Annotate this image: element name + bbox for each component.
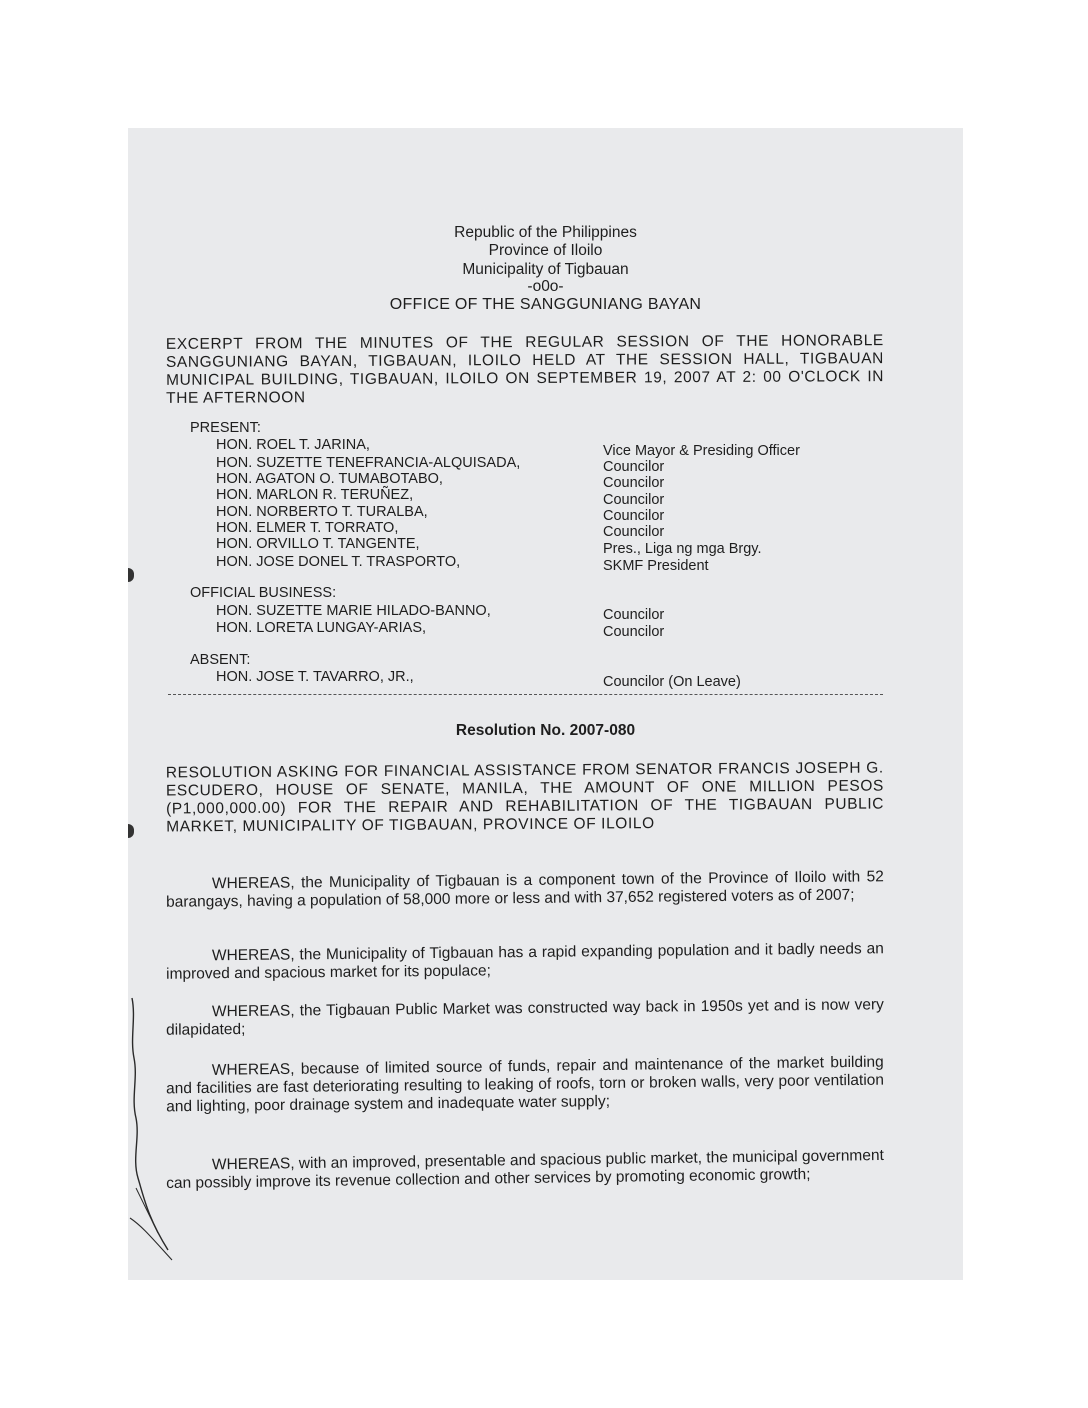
- whereas-clause: [166, 940, 884, 984]
- attendee-role: Councilor: [603, 492, 665, 508]
- header-municipality: Municipality of Tigbauan: [462, 261, 629, 278]
- attendee-name: HON. SUZETTE TENEFRANCIA-ALQUISADA,: [216, 455, 521, 471]
- official-business-name: HON. SUZETTE MARIE HILADO-BANNO,: [216, 603, 491, 619]
- punch-hole: [128, 568, 134, 582]
- whereas-text: WHEREAS, the Municipality of Tigbauan is a component town of the Province of Iloilo with 52 barangays, having a population of 58,000 more or less and with 37,652 registered voters as of 2007;: [166, 868, 884, 911]
- whereas-text: WHEREAS, because of limited source of funds, repair and maintenance of the market building and facilities are fast deteriorating resulting to leaking of roofs, torn or broken walls, very poor ventilation and lighting, poor drainage system and inadequate water supply;: [165, 1053, 885, 1116]
- header-country: Republic of the Philippines: [454, 224, 637, 241]
- whereas-clause: [166, 1054, 885, 1117]
- whereas-clause: [166, 1147, 884, 1193]
- attendee-name: HON. ORVILLO T. TANGENTE,: [216, 536, 420, 552]
- header-separator: -o0o-: [527, 278, 564, 295]
- absent-label: ABSENT:: [190, 652, 251, 668]
- attendee-role: Councilor: [603, 524, 665, 540]
- attendee-role: Councilor: [603, 475, 665, 491]
- attendee-name: HON. ROEL T. JARINA,: [216, 437, 370, 453]
- official-business-name: HON. LORETA LUNGAY-ARIAS,: [216, 620, 427, 636]
- section-divider: [168, 694, 883, 695]
- attendee-role: Councilor: [603, 508, 665, 524]
- attendee-name: HON. NORBERTO T. TURALBA,: [216, 504, 428, 520]
- attendee-name: HON. JOSE DONEL T. TRASPORTO,: [216, 554, 461, 570]
- resolution-title: RESOLUTION ASKING FOR FINANCIAL ASSISTANCE FROM SENATOR FRANCIS JOSEPH G. ESCUDERO, HOUSE OF SENATE, MANILA, THE AMOUNT OF ONE MILLION PESOS (P1,000,000.00) FOR THE REPAIR AND REHABILITATION OF THE TIGBAUAN PUBLIC MARKET, MUNICIPALITY OF TIGBAUAN, PROVINCE OF ILOILO: [165, 759, 885, 836]
- attendee-name: HON. AGATON O. TUMABOTABO,: [216, 471, 443, 487]
- excerpt-heading: EXCERPT FROM THE MINUTES OF THE REGULAR SESSION OF THE HONORABLE SANGGUNIANG BAYAN, TIGBAUAN, ILOILO HELD AT THE SESSION HALL, TIGBAUAN MUNICIPAL BUILDING, TIGBAUAN, ILOILO ON SEPTEMBER 19, 2007 AT 2: 00 O'CLOCK IN THE AFTERNOON: [165, 332, 885, 407]
- document-page: [128, 128, 963, 1280]
- show-through-text: [568, 192, 572, 208]
- whereas-clause: [166, 996, 884, 1040]
- whereas-text: WHEREAS, with an improved, presentable and spacious public market, the municipal government can possibly improve its revenue collection and other services by promoting economic growth;: [166, 1146, 884, 1193]
- attendee-role: Councilor: [603, 459, 665, 475]
- absent-name: HON. JOSE T. TAVARRO, JR.,: [216, 669, 414, 685]
- whereas-text: WHEREAS, the Municipality of Tigbauan has a rapid expanding population and it badly needs an improved and spacious market for its populace;: [166, 940, 884, 983]
- present-label: PRESENT:: [190, 420, 261, 436]
- header-office: OFFICE OF THE SANGGUNIANG BAYAN: [389, 296, 702, 313]
- official-business-role: Councilor: [603, 607, 665, 623]
- attendee-role: Vice Mayor & Presiding Officer: [603, 443, 800, 459]
- whereas-text: WHEREAS, the Tigbauan Public Market was constructed way back in 1950s yet and is now very dilapidated;: [166, 996, 884, 1039]
- official-business-role: Councilor: [603, 624, 665, 640]
- header-province: Province of Iloilo: [488, 242, 603, 259]
- absent-role: Councilor (On Leave): [603, 674, 741, 690]
- attendee-role: SKMF President: [603, 558, 709, 574]
- official-business-label: OFFICIAL BUSINESS:: [190, 585, 337, 601]
- attendee-name: HON. ELMER T. TORRATO,: [216, 520, 399, 536]
- resolution-number: Resolution No. 2007-080: [455, 722, 636, 739]
- attendee-role: Pres., Liga ng mga Brgy.: [603, 541, 762, 557]
- attendee-name: HON. MARLON R. TERUÑEZ,: [216, 487, 414, 503]
- punch-hole: [128, 824, 134, 838]
- whereas-clause: [166, 868, 884, 912]
